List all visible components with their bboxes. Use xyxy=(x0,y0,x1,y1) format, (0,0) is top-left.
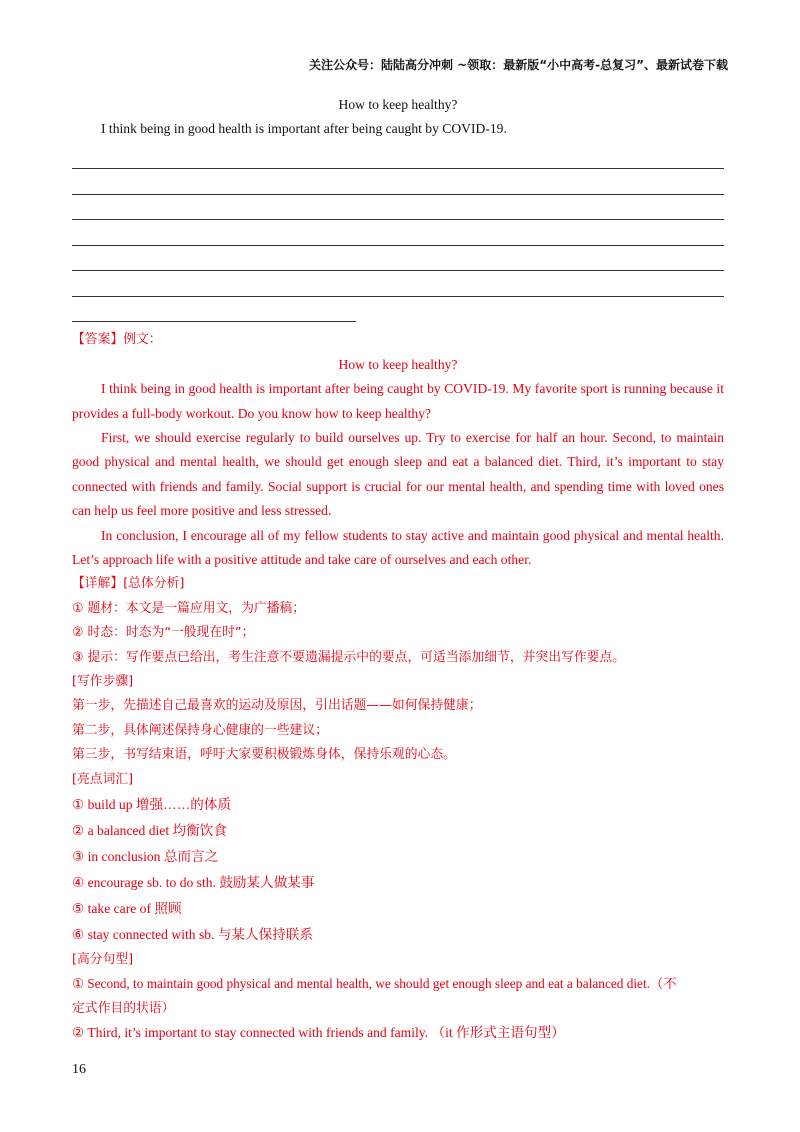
writing-line xyxy=(72,195,724,221)
sentence-item-1-line-2: 定式作目的状语） xyxy=(72,1000,175,1016)
writing-line xyxy=(72,169,724,195)
analysis-point: ① 题材：本文是一篇应用文，为广播稿； xyxy=(72,600,306,616)
page-number: 16 xyxy=(72,1062,86,1077)
answer-paragraph-3: In conclusion, I encourage all of my fellow students to stay active and maintain good physical and mental health. Let’s approach life with a positive attitude and take care of ourselves and each other. xyxy=(72,527,724,567)
vocab-item: ⑥ stay connected with sb. 与某人保持联系 xyxy=(72,927,313,943)
steps-heading: [写作步骤] xyxy=(72,674,134,689)
writing-line xyxy=(72,220,724,246)
writing-line xyxy=(72,271,724,297)
step-item: 第三步，书写结束语，呼吁大家要积极锻炼身体，保持乐观的心态。 xyxy=(72,747,456,763)
answer-paragraph-1: I think being in good health is important after being caught by COVID-19. My favorite sport is running because it provides a full-body workout. Do you know how to keep healthy? xyxy=(72,381,724,421)
analysis-point: ③ 提示：写作要点已给出，考生注意不要遗漏提示中的要点，可适当添加细节，并突出写作要点。 xyxy=(72,649,626,665)
answer-paragraph-2: First, we should exercise regularly to build ourselves up. Try to exercise for half an hour. Second, to maintain good physical and mental health, we should get enough sleep and eat a balanced diet. Third, it’s important to stay connected with friends and family. Social support is crucial for our mental health, and spending time with loved ones can help us feel more positive and less stressed. xyxy=(72,429,724,519)
page-content xyxy=(72,93,724,1046)
analysis-point: ② 时态：时态为“一般现在时”； xyxy=(72,625,255,641)
writing-line xyxy=(72,246,724,272)
question-title: How to keep healthy? xyxy=(338,97,458,112)
vocab-item: ⑤ take care of 照顾 xyxy=(72,901,182,917)
vocab-item: ② a balanced diet 均衡饮食 xyxy=(72,823,227,839)
answer-section xyxy=(72,328,724,1045)
writing-lines xyxy=(72,144,724,323)
sentence-item-2: ② Third, it’s important to stay connected with friends and family. （it 作形式主语句型） xyxy=(72,1025,565,1041)
step-item: 第二步，具体阐述保持身心健康的一些建议； xyxy=(72,722,328,738)
page-header: 关注公众号：陆陆高分冲刺 ~领取：最新版“小中高考-总复习”、最新试卷下载 xyxy=(309,58,728,72)
step-item: 第一步，先描述自己最喜欢的运动及原因，引出话题——如何保持健康； xyxy=(72,698,482,714)
writing-line xyxy=(72,144,724,170)
question-prompt: I think being in good health is important after being caught by COVID-19. xyxy=(101,121,507,137)
vocab-heading: [亮点词汇] xyxy=(72,771,134,787)
vocab-item: ④ encourage sb. to do sth. 鼓励某人做某事 xyxy=(72,875,315,891)
writing-line-short xyxy=(72,297,356,323)
sentence-item-1-line-1: ① Second, to maintain good physical and mental health, we should get enough sleep and eat a balanced diet.（不 xyxy=(72,976,677,992)
answer-title: How to keep healthy? xyxy=(338,356,458,372)
sentences-heading: [高分句型] xyxy=(72,952,134,968)
analysis-heading: 【详解】[总体分析] xyxy=(72,576,185,592)
answer-label: 【答案】例文： xyxy=(72,332,162,348)
vocab-item: ③ in conclusion 总而言之 xyxy=(72,849,219,865)
vocab-item: ① build up 增强……的体质 xyxy=(72,797,232,813)
